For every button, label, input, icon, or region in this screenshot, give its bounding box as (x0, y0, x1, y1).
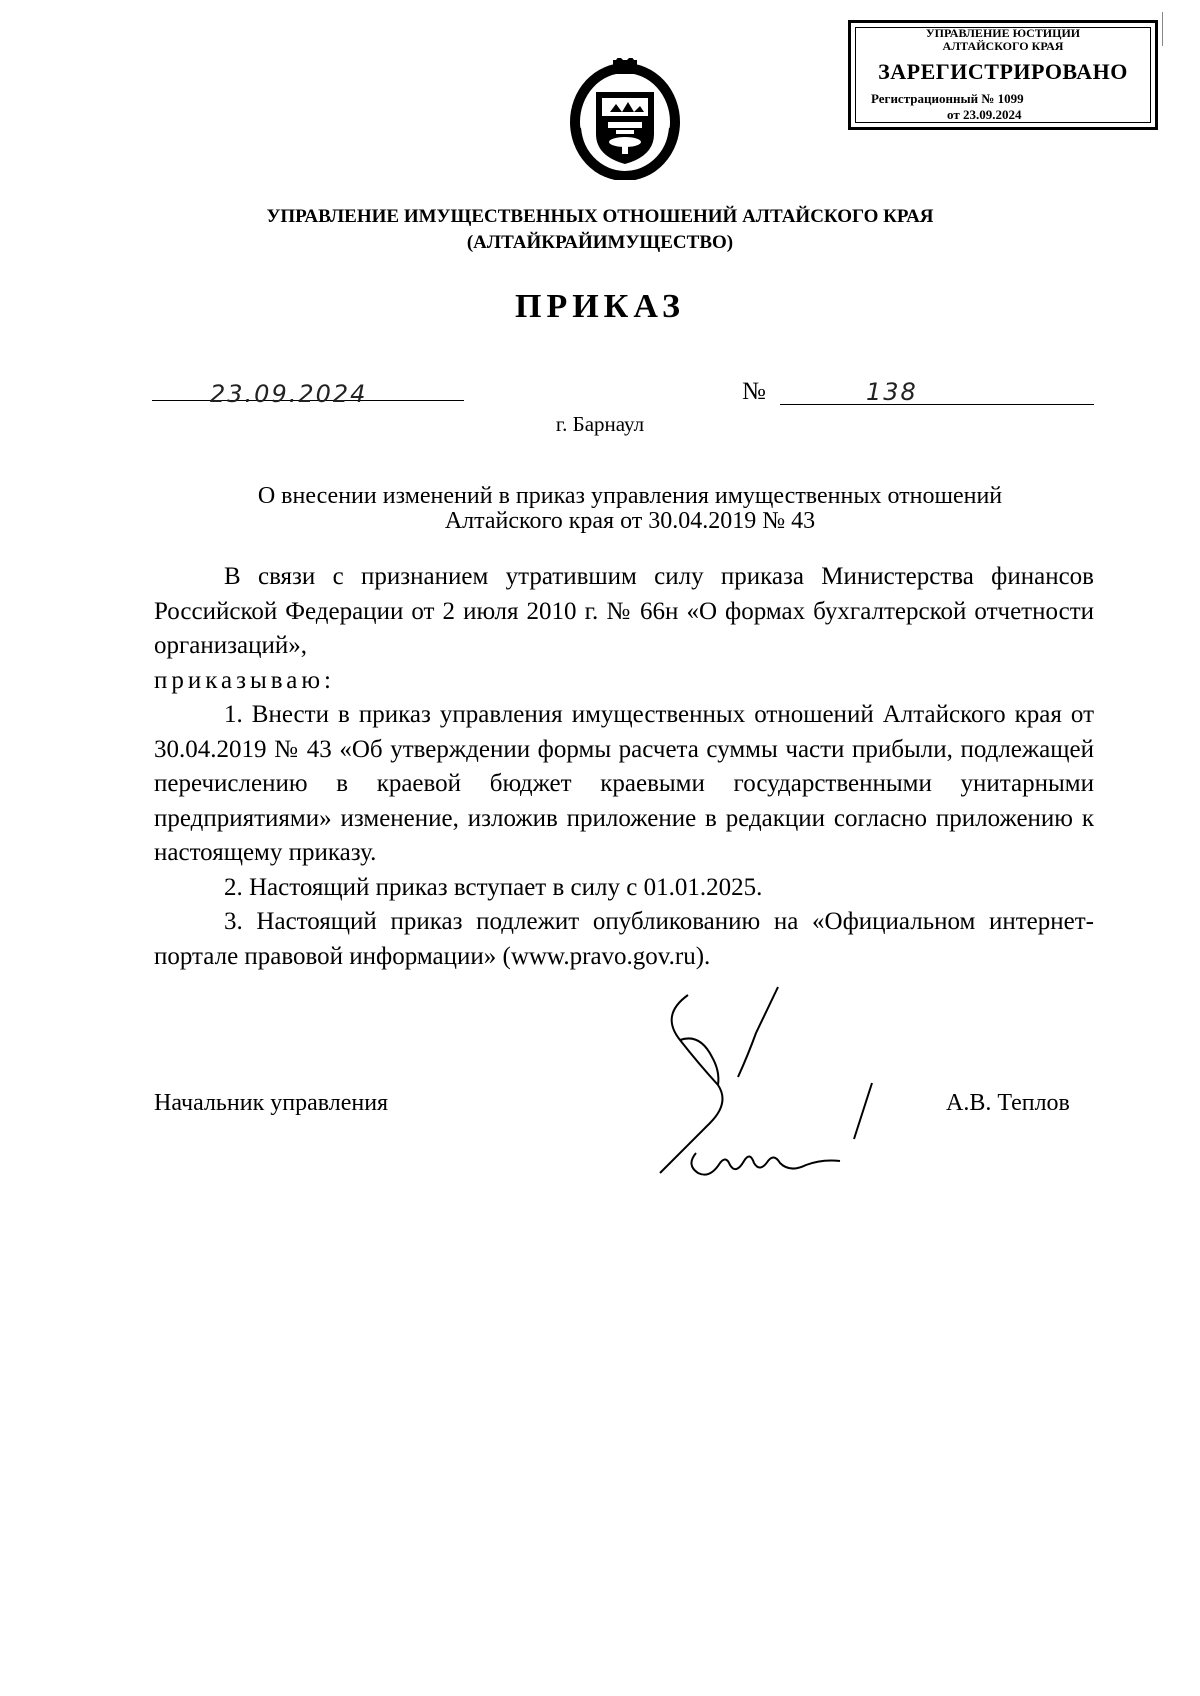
document-title: ПРИКАЗ (515, 288, 685, 325)
number-label: № (742, 378, 766, 405)
stamp-reg-number: Регистрационный № 1099 (871, 91, 1024, 106)
organization-short-name: (АЛТАЙКРАЙИМУЩЕСТВО) (466, 232, 734, 253)
document-header (0, 204, 1200, 256)
order-item-2: 2. Настоящий приказ вступает в силу с 01.01.2025. (224, 873, 763, 901)
coat-of-arms-emblem (566, 58, 684, 180)
stamp-status: ЗАРЕГИСТРИРОВАНО (878, 59, 1128, 84)
subject-line-1: О внесении изменений в приказ управления имущественных отношений (257, 483, 1003, 509)
stamp-org-line1: УПРАВЛЕНИЕ ЮСТИЦИИ (925, 26, 1081, 40)
preamble-paragraph: В связи с признанием утратившим силу приказа Министерства финансов Российской Федерации от 2 июля 2010 г. № 66н «О формах бухгалтерской отчетности организаций», (154, 563, 1094, 659)
document-subject (150, 484, 1110, 534)
registration-stamp (848, 20, 1158, 130)
scan-edge-mark (1162, 12, 1163, 46)
order-item-1: 1. Внести в приказ управления имущественных отношений Алтайского края от 30.04.2019 № 43 «Об утверждении формы расчета суммы части прибыли, подлежащей перечислению в краевой бюджет краевыми государственными унитарными предприятиями» изменение, изложив приложение в редакции согласно приложению к настоящему приказу. (154, 701, 1094, 866)
handwritten-number: 138 (866, 378, 918, 406)
stamp-organization (851, 27, 1155, 53)
order-word: приказываю: (154, 666, 335, 694)
subject-line-2: Алтайского края от 30.04.2019 № 43 (444, 508, 816, 534)
order-item-3: 3. Настоящий приказ подлежит опубликованию на «Официальном интернет-портале правовой информации» (www.pravo.gov.ru). (154, 908, 1094, 970)
number-underline (780, 404, 1094, 405)
signatory-role: Начальник управления (154, 1090, 389, 1116)
stamp-org-line2: АЛТАЙСКОГО КРАЯ (942, 39, 1064, 53)
handwritten-signature (640, 985, 900, 1185)
organization-name: УПРАВЛЕНИЕ ИМУЩЕСТВЕННЫХ ОТНОШЕНИЙ АЛТАЙСКОГО КРАЯ (266, 206, 934, 227)
city: г. Барнаул (555, 412, 645, 436)
stamp-reg-date: от 23.09.2024 (947, 107, 1022, 122)
document-body (154, 560, 1094, 974)
handwritten-date: 23.09.2024 (210, 380, 368, 408)
signatory-name: А.В. Теплов (946, 1090, 1070, 1116)
